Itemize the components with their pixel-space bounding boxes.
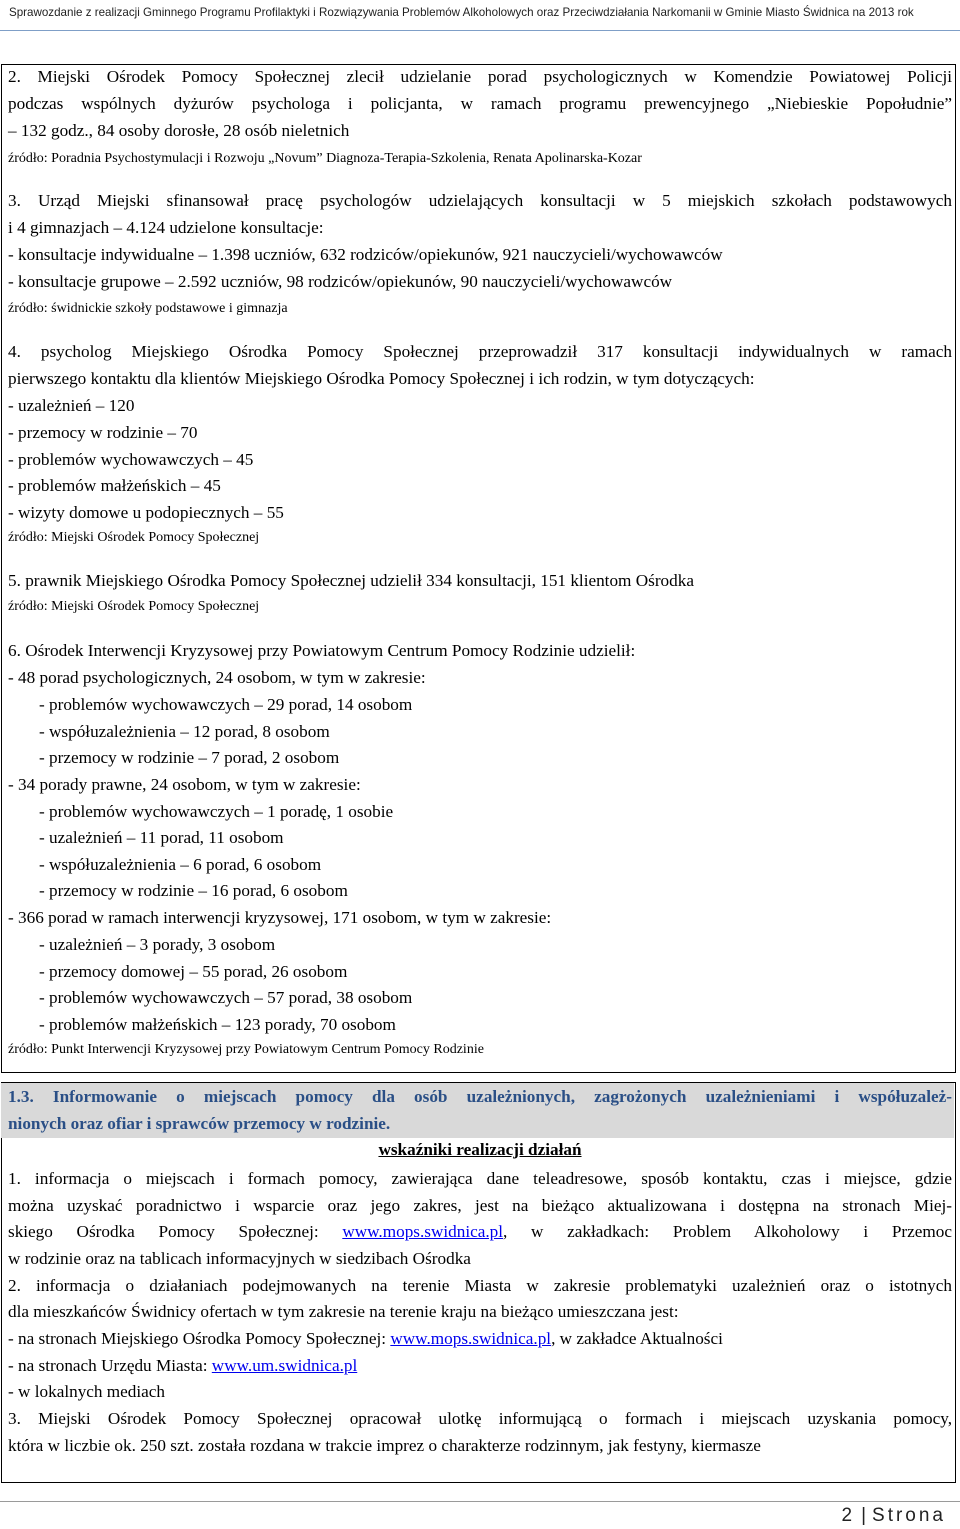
item6-group2-head: - 34 porady prawne, 24 osobom, w tym w zakresie:	[8, 775, 361, 794]
um-link[interactable]: www.um.swidnica.pl	[211, 1356, 358, 1375]
item3-line1: 3. Urząd Miejski sfinansował pracę psychologów udzielających konsultacji w 5 miejskich szkołach podstawowych	[8, 191, 952, 210]
item5-line1: 5. prawnik Miejskiego Ośrodka Pomocy Społecznej udzielił 334 konsultacji, 151 klientom Ośrodka	[8, 571, 694, 590]
list-item: - współuzależnienia – 12 porad, 8 osobom	[39, 722, 330, 741]
p3-line1: 3. Miejski Ośrodek Pomocy Społecznej opracował ulotkę informującą o formach i miejscach uzyskania pomocy,	[8, 1409, 952, 1428]
list-item: - uzależnień – 3 porady, 3 osobom	[39, 935, 276, 954]
p2-bullet3: - w lokalnych mediach	[8, 1382, 166, 1401]
mops-link[interactable]: www.mops.swidnica.pl	[390, 1329, 552, 1348]
item3-line2: i 4 gimnazjach – 4.124 udzielone konsultacje:	[8, 218, 324, 237]
indicators-title-text: wskaźniki realizacji działań	[378, 1140, 582, 1159]
list-item: - przemocy w rodzinie – 70	[8, 423, 198, 442]
footer-separator: |	[861, 1505, 867, 1526]
list-item: - problemów małżeńskich – 45	[8, 476, 221, 495]
list-item: - przemocy domowej – 55 porad, 26 osobom	[39, 962, 348, 981]
footer-rule	[0, 1501, 960, 1502]
page-footer	[842, 1505, 947, 1527]
item2-line2: podczas wspólnych dyżurów psychologa i policjanta, w ramach programu prewencyjnego „Niebieskie Popołudnie”	[8, 94, 952, 113]
running-header-title: Sprawozdanie z realizacji Gminnego Programu Profilaktyki i Rozwiązywania Problemów Alkoholowych oraz Przeciwdziałania Narkomanii w Gminie Miasto Świdnica na 2013 rok	[9, 6, 914, 19]
list-item: - problemów wychowawczych – 1 poradę, 1 osobie	[39, 802, 394, 821]
list-item: - wizyty domowe u podopiecznych – 55	[8, 503, 284, 522]
p1-line3-text-b: , w zakładkach: Problem Alkoholowy i Przemoc	[503, 1222, 952, 1241]
list-item: - problemów wychowawczych – 57 porad, 38 osobom	[39, 988, 413, 1007]
p1-line3-text-a: skiego Ośrodka Pomocy Społecznej:	[8, 1222, 343, 1241]
item4-line1: 4. psycholog Miejskiego Ośrodka Pomocy Społecznej przeprowadził 317 konsultacji indywidualnych w ramach	[8, 342, 952, 361]
p1-line1: 1. informacja o miejscach i formach pomocy, zawierająca dane teleadresowe, sposób kontaktu, czas i miejsce, gdzie	[8, 1169, 952, 1188]
p2-bullet2-text-a: - na stronach Urzędu Miasta:	[8, 1356, 212, 1375]
section-title-line1: 1.3. Informowanie o miejscach pomocy dla osób uzależnionych, zagrożonych uzależnieniami i współuzależ-	[8, 1087, 952, 1106]
p2-bullet1	[8, 1329, 723, 1349]
item4-line2: pierwszego kontaktu dla klientów Miejskiego Ośrodka Pomocy Społecznej i ich rodzin, w tym dotyczących:	[8, 369, 755, 388]
item4-source: źródło: Miejski Ośrodek Pomocy Społecznej	[8, 530, 260, 545]
page-number: 2	[841, 1505, 856, 1526]
list-item: - uzależnień – 11 porad, 11 osobom	[39, 828, 284, 847]
p2-bullet1-text-b: , w zakładce Aktualności	[551, 1329, 723, 1348]
item5-source: źródło: Miejski Ośrodek Pomocy Społecznej	[8, 599, 260, 614]
list-item: - przemocy w rodzinie – 16 porad, 6 osobom	[39, 881, 348, 900]
list-item: - problemów wychowawczych – 45	[8, 450, 254, 469]
list-item: - problemów małżeńskich – 123 porady, 70 osobom	[39, 1015, 396, 1034]
item2-line3: – 132 godz., 84 osoby dorosłe, 28 osób nieletnich	[8, 121, 350, 140]
item6-group3-head: - 366 porad w ramach interwencji kryzysowej, 171 osobom, w tym w zakresie:	[8, 908, 552, 927]
item2-source: źródło: Poradnia Psychostymulacji i Rozwoju „Novum” Diagnoza-Terapia-Szkolenia, Renata Apolinarska-Kozar	[8, 151, 642, 166]
p2-bullet2	[8, 1356, 357, 1376]
p2-line1: 2. informacja o działaniach podejmowanych na terenie Miasta w zakresie problematyki uzależnień oraz o istotnych	[8, 1276, 952, 1295]
p2-bullet1-text-a: - na stronach Miejskiego Ośrodka Pomocy Społecznej:	[8, 1329, 391, 1348]
item2-line1: 2. Miejski Ośrodek Pomocy Społecznej zlecił udzielanie porad psychologicznych w Komendzie Powiatowej Policji	[8, 67, 952, 86]
list-item: - współuzależnienia – 6 porad, 6 osobom	[39, 855, 322, 874]
running-header	[0, 0, 960, 30]
header-rule	[0, 30, 960, 31]
list-item: - uzależnień – 120	[8, 396, 135, 415]
item6-source: źródło: Punkt Interwencji Kryzysowej przy Powiatowym Centrum Pomocy Rodzinie	[8, 1042, 484, 1057]
list-item: - problemów wychowawczych – 29 porad, 14 osobom	[39, 695, 413, 714]
section-title-line2: nionych oraz ofiar i sprawców przemocy w rodzinie.	[8, 1114, 391, 1133]
p1-line2: można uzyskać poradnictwo i wsparcie oraz jego zakres, jest na bieżąco aktualizowana i dostępna na stronach Miej-	[8, 1196, 952, 1215]
indicators-title	[0, 1140, 960, 1160]
item6-line1: 6. Ośrodek Interwencji Kryzysowej przy Powiatowym Centrum Pomocy Rodzinie udzielił:	[8, 641, 636, 660]
item3-line3: - konsultacje indywidualne – 1.398 uczniów, 632 rodziców/opiekunów, 921 nauczycieli/wychowawców	[8, 245, 723, 264]
p1-line4: w rodzinie oraz na tablicach informacyjnych w siedzibach Ośrodka	[8, 1249, 471, 1268]
item3-line4: - konsultacje grupowe – 2.592 uczniów, 98 rodziców/opiekunów, 90 nauczycieli/wychowawców	[8, 272, 673, 291]
list-item: - przemocy w rodzinie – 7 porad, 2 osobom	[39, 748, 340, 767]
p2-line2: dla mieszkańców Świdnicy ofertach w tym zakresie na terenie kraju na bieżąco umieszczana jest:	[8, 1302, 679, 1321]
page-word: Strona	[872, 1505, 946, 1526]
p1-line3	[8, 1222, 952, 1242]
item6-group1-head: - 48 porad psychologicznych, 24 osobom, w tym w zakresie:	[8, 668, 426, 687]
mops-link[interactable]: www.mops.swidnica.pl	[342, 1222, 504, 1241]
item3-source: źródło: świdnickie szkoły podstawowe i gimnazja	[8, 301, 288, 316]
p3-line2: która w liczbie ok. 250 szt. została rozdana w trakcie imprez o charakterze rodzinnym, jak festyny, kiermasze	[8, 1436, 761, 1455]
